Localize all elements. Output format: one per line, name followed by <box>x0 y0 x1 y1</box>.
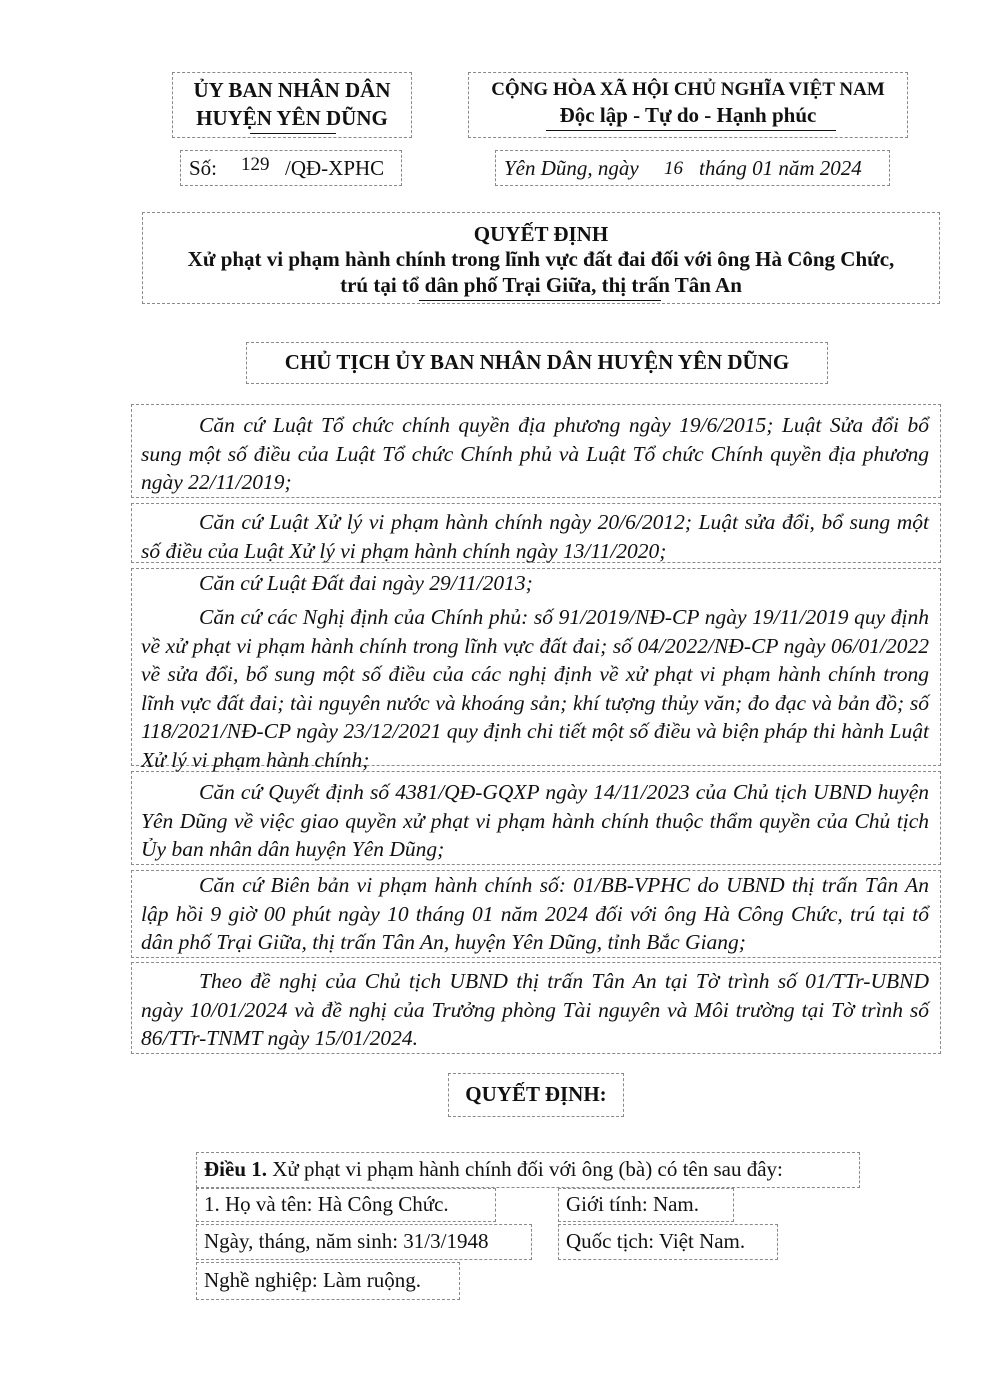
legal-basis-delegation-decision: Căn cứ Quyết định số 4381/QĐ-GQXP ngày 14/11/2023 của Chủ tịch UBND huyện Yên Dũng về việc giao quyền xử phạt vi phạm hành chính thuộc thẩm quyền của Chủ tịch Ủy ban nhân dân huyện Yên Dũng; <box>141 780 929 861</box>
agency-name-line1: ỦY BAN NHÂN DÂN <box>193 78 391 102</box>
legal-basis-violation-record: Căn cứ Biên bản vi phạm hành chính số: 01/BB-VPHC do UBND thị trấn Tân An lập hồi 9 giờ 00 phút ngày 10 tháng 01 năm 2024 đối với ông Hà Công Chức, trú tại tổ dân phố Trại Giữa, thị trấn Tân An, huyện Yên Dũng, tỉnh Bắc Giang; <box>141 873 929 954</box>
agency-name-line2: HUYỆN YÊN DŨNG <box>196 106 388 130</box>
violator-gender: Giới tính: Nam. <box>566 1192 700 1216</box>
agency-underline <box>250 133 336 134</box>
motto-underline <box>546 130 836 131</box>
article-1-heading <box>204 1157 783 1182</box>
violator-occupation: Nghề nghiệp: Làm ruộng. <box>204 1268 421 1292</box>
authority-heading: CHỦ TỊCH ỦY BAN NHÂN DÂN HUYỆN YÊN DŨNG <box>284 350 790 374</box>
document-title: QUYẾT ĐỊNH <box>473 222 609 246</box>
violator-nationality: Quốc tịch: Việt Nam. <box>566 1229 746 1253</box>
violator-dob: Ngày, tháng, năm sinh: 31/3/1948 <box>204 1229 489 1253</box>
legal-basis-decrees: Căn cứ các Nghị định của Chính phủ: số 91/2019/NĐ-CP ngày 19/11/2019 quy định về xử phạt vi phạm hành chính trong lĩnh vực đất đai; số 04/2022/NĐ-CP ngày 06/01/2022 về sửa đổi, bổ sung một số điều của các nghị định về xử phạt vi phạm hành chính trong lĩnh vực đất đai; tài nguyên nước và khoáng sản; khí tượng thủy văn; đo đạc và bản đồ; số 118/2021/NĐ-CP ngày 23/12/2021 quy định chi tiết một số điều và biện pháp thi hành Luật Xử lý vi phạm hành chính; <box>141 605 929 772</box>
number-value: 129 <box>241 154 270 175</box>
legal-basis-land-law: Căn cứ Luật Đất đai ngày 29/11/2013; <box>199 571 533 595</box>
date-suffix: tháng 01 năm 2024 <box>699 156 862 180</box>
decision-heading: QUYẾT ĐỊNH: <box>465 1082 607 1106</box>
document-subject-line2: trú tại tổ dân phố Trại Giữa, thị trấn Tân An <box>340 273 742 297</box>
national-motto: Độc lập - Tự do - Hạnh phúc <box>559 103 817 127</box>
subject-underline <box>419 300 661 301</box>
number-prefix: Số: <box>189 156 218 180</box>
legal-basis-proposals: Theo đề nghị của Chủ tịch UBND thị trấn Tân An tại Tờ trình số 01/TTr-UBND ngày 10/01/2024 và đề nghị của Trưởng phòng Tài nguyên và Môi trường tại Tờ trình số 86/TTr-TNMT ngày 15/01/2024. <box>141 969 929 1050</box>
violator-name: 1. Họ và tên: Hà Công Chức. <box>204 1192 449 1216</box>
date-prefix: Yên Dũng, ngày <box>504 156 639 180</box>
legal-basis-local-government: Căn cứ Luật Tổ chức chính quyền địa phương ngày 19/6/2015; Luật Sửa đổi bổ sung một số điều của Luật Tổ chức Chính phủ và Luật Tổ chức Chính quyền địa phương ngày 22/11/2019; <box>141 413 929 494</box>
number-suffix: /QĐ-XPHC <box>285 156 385 180</box>
legal-basis-administrative-violations: Căn cứ Luật Xử lý vi phạm hành chính ngày 20/6/2012; Luật sửa đổi, bổ sung một số điều của Luật Xử lý vi phạm hành chính ngày 13/11/2020; <box>141 510 929 563</box>
document-subject-line1: Xử phạt vi phạm hành chính trong lĩnh vực đất đai đối với ông Hà Công Chức, <box>187 247 895 271</box>
date-day: 16 <box>664 158 683 179</box>
article-1-text: Xử phạt vi phạm hành chính đối với ông (bà) có tên sau đây: <box>272 1157 783 1181</box>
national-name: CỘNG HÒA XÃ HỘI CHỦ NGHĨA VIỆT NAM <box>491 79 885 100</box>
article-1-label: Điều 1. <box>204 1157 267 1181</box>
